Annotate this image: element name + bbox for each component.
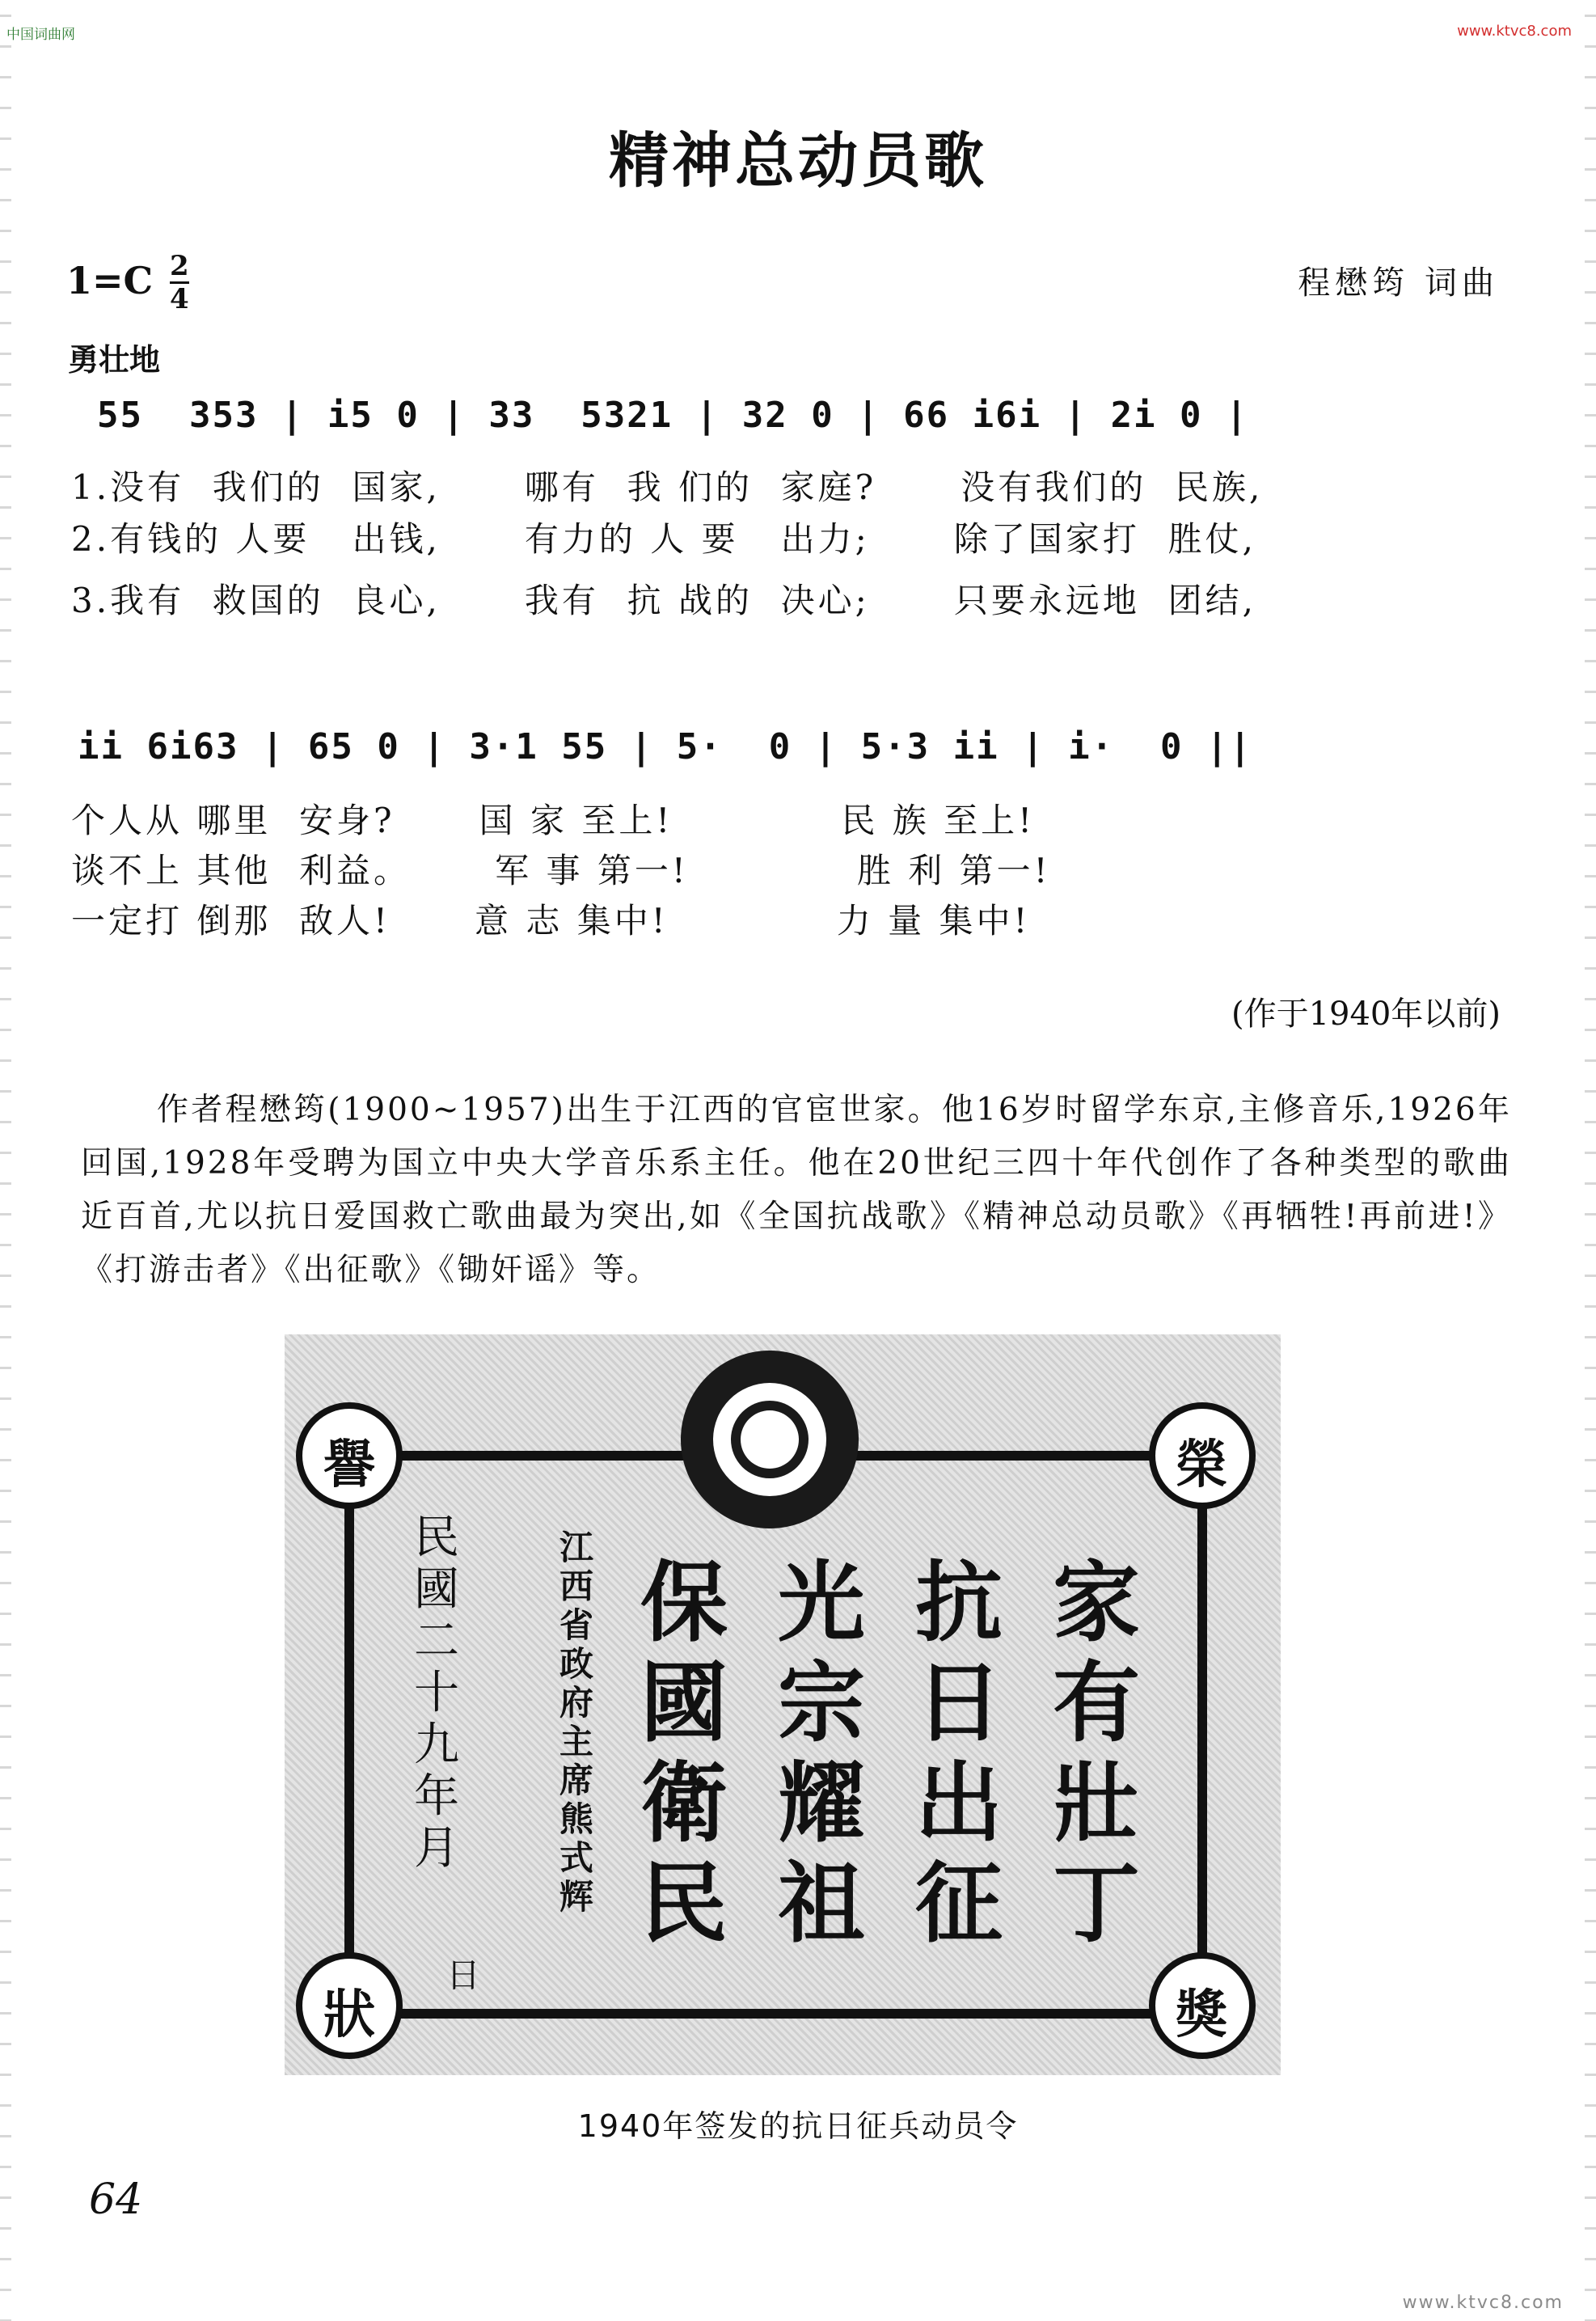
slogan-col-2: 抗日出征 [915, 1552, 1003, 1955]
time-top: 2 [170, 250, 189, 282]
left-page-edge [0, 0, 11, 2321]
lyric-verse-2: 2.有钱的 人要 出钱, 有力的 人 要 出力; 除了国家打 胜仗, [71, 519, 1256, 559]
lyric-verse-2-b: 谈不上 其他 利益。 军 事 第一! 胜 利 第一! [71, 851, 1051, 890]
lyric-verse-1-b: 个人从 哪里 安身? 国 家 至上! 民 族 至上! [71, 801, 1036, 840]
site-watermark-right: www.ktvc8.com [1457, 23, 1572, 40]
certificate-date: 民國二十九年 月 [414, 1511, 459, 1875]
score-row-1-lyrics [71, 461, 1263, 623]
right-page-edge [1585, 0, 1596, 2321]
slogan-col-4: 保國衛民 [640, 1552, 728, 1955]
time-signature [170, 252, 189, 313]
corner-char-bl: 狀 [323, 1985, 375, 2045]
photo-caption: 1940年签发的抗日征兵动员令 [577, 2108, 1019, 2144]
lyric-verse-3-b: 一定打 倒那 敌人! 意 志 集中! 力 量 集中! [71, 901, 1031, 941]
page-number: 64 [89, 2175, 143, 2224]
song-title: 精神总动员歌 [609, 126, 987, 196]
site-watermark-footer: www.ktvc8.com [1402, 2293, 1564, 2313]
lyric-verse-1: 1.没有 我们的 国家, 哪有 我 们的 家庭? 没有我们的 民族, [71, 467, 1264, 507]
score-row-1-notes: 55 353 | i5 0 | 33 5321 | 32 0 | 66 i6i | 2i 0 | [97, 395, 1249, 436]
conscription-certificate-photo [285, 1334, 1281, 2075]
corner-char-tl: 譽 [323, 1435, 375, 1495]
time-bottom: 4 [170, 283, 189, 315]
certificate-day: 日 [446, 1955, 481, 1995]
composition-date-note: (作于1940年以前) [1231, 996, 1501, 1033]
tempo-marking: 勇壮地 [68, 341, 161, 378]
corner-char-tr: 榮 [1176, 1435, 1227, 1495]
key-signature: 1=C [66, 259, 154, 302]
site-watermark-left: 中国词曲网 [6, 27, 75, 43]
lyric-verse-3: 3.我有 救国的 良心, 我有 抗 战的 决心; 只要永远地 团结, [71, 581, 1256, 620]
author-bio-paragraph: 作者程懋筠(1900~1957)出生于江西的官宦世家。他16岁时留学东京,主修音乐,1926年回国,1928年受聘为国立中央大学音乐系主任。他在20世纪三四十年代创作了各种类型的歌曲近百首,尤以抗日爱国救亡歌曲最为突出,如《全国抗战歌》《精神总动员歌》《再牺牲!再前进!》《打游击者》《出征歌》《锄奸谣》等。 [81, 1092, 1512, 1288]
slogan-col-3: 光宗耀祖 [778, 1552, 866, 1955]
certificate-signer: 江西省政府主席熊式辉 [559, 1528, 594, 1917]
corner-char-br: 獎 [1176, 1985, 1227, 2045]
composer-credit: 程懋筠 词曲 [1298, 264, 1499, 302]
score-row-2-notes: ii 6i63 | 65 0 | 3·1 55 | 5· 0 | 5·3 ii | i· 0 || [78, 726, 1253, 767]
certificate-slogan [640, 1553, 1142, 1954]
slogan-col-1: 家有壯丁 [1053, 1552, 1141, 1955]
score-row-2-lyrics [71, 794, 1051, 943]
